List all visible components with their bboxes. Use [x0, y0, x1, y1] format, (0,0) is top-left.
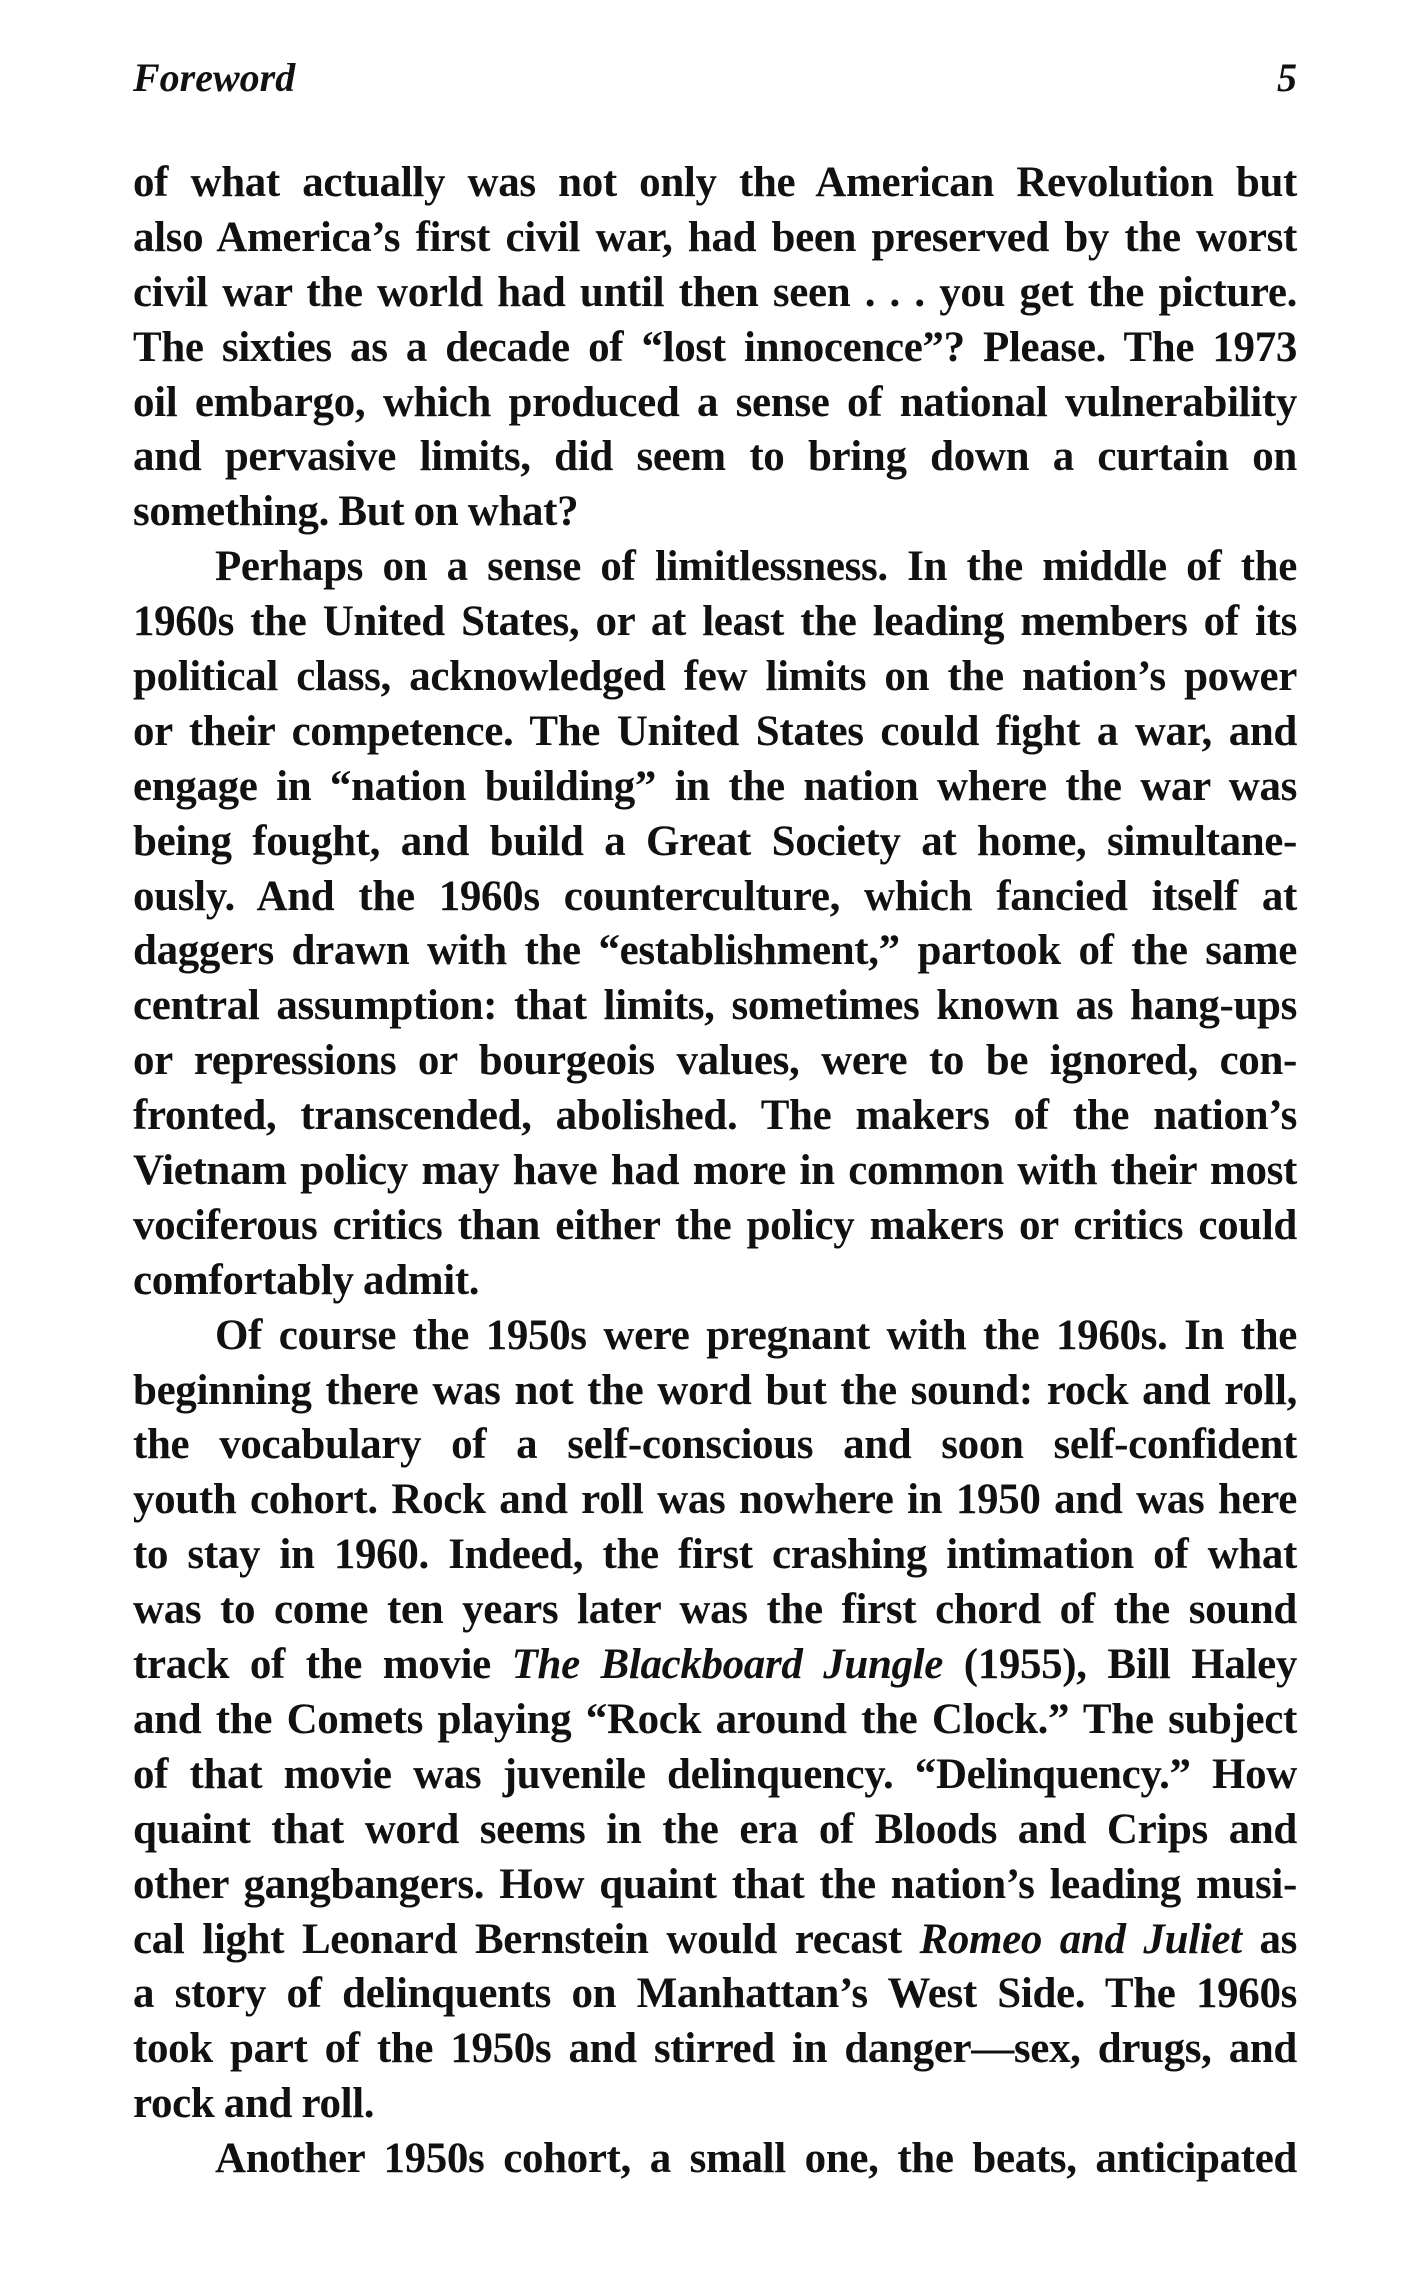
text-line: of that movie was juvenile delinquency. “Delinquency.” How [133, 1750, 1297, 1798]
text-line: being fought, and build a Great Society at home, simultane- [133, 817, 1297, 865]
paragraph-first-line: Perhaps on a sense of limitlessness. In the middle of the [215, 543, 1297, 591]
text-line: took part of the 1950s and stirred in danger—sex, drugs, and [133, 2025, 1297, 2073]
text-line: comfortably admit. [133, 1256, 480, 1304]
film-title: The Blackboard Jungle [511, 1641, 943, 1689]
line-text: (1955), Bill Haley [943, 1641, 1297, 1689]
line-text: track of the movie [133, 1641, 512, 1689]
text-line: political class, acknowledged few limits on the nation’s power [133, 653, 1297, 701]
text-line: civil war the world had until then seen . . . you get the picture. [133, 268, 1297, 316]
text-line: rock and roll. [133, 2080, 375, 2128]
text-line-with-italic [133, 1913, 1297, 1968]
body-text [133, 156, 1297, 2187]
text-line: something. But on what? [133, 488, 579, 536]
text-line: or repressions or bourgeois values, were to be ignored, con- [133, 1037, 1297, 1085]
text-line: the vocabulary of a self-conscious and soon self-confident [133, 1421, 1297, 1469]
text-line: of what actually was not only the American Revolution but [133, 159, 1297, 206]
text-line: ously. And the 1960s counterculture, which fancied itself at [133, 872, 1297, 920]
text-line: and pervasive limits, did seem to bring down a curtain on [133, 433, 1297, 481]
text-line: youth cohort. Rock and roll was nowhere in 1950 and was here [133, 1476, 1297, 1524]
text-line: Vietnam policy may have had more in common with their most [133, 1147, 1297, 1195]
text-line: beginning there was not the word but the sound: rock and roll, [133, 1366, 1297, 1414]
text-line: engage in “nation building” in the nation where the war was [133, 762, 1297, 810]
text-line: was to come ten years later was the first chord of the sound [133, 1586, 1297, 1634]
text-line: daggers drawn with the “establishment,” partook of the same [133, 927, 1297, 975]
running-head [133, 48, 1297, 108]
text-line: other gangbangers. How quaint that the nation’s leading musi- [133, 1860, 1297, 1908]
text-line: oil embargo, which produced a sense of national vulnerability [133, 378, 1297, 426]
text-line: a story of delinquents on Manhattan’s West Side. The 1960s [133, 1970, 1297, 2018]
text-line: central assumption: that limits, sometimes known as hang-ups [133, 982, 1297, 1030]
text-line: and the Comets playing “Rock around the Clock.” The subject [133, 1695, 1297, 1743]
text-line: or their competence. The United States could fight a war, and [133, 707, 1297, 755]
paragraph-first-line: Another 1950s cohort, a small one, the beats, anticipated [215, 2135, 1297, 2183]
running-head-title: Foreword [133, 55, 296, 100]
text-line: The sixties as a decade of “lost innocence”? Please. The 1973 [133, 323, 1297, 371]
text-line: quaint that word seems in the era of Bloods and Crips and [133, 1805, 1297, 1853]
play-title: Romeo and Juliet [919, 1915, 1242, 1963]
text-line: also America’s first civil war, had been preserved by the worst [133, 213, 1297, 261]
line-text: as [1241, 1915, 1298, 1963]
paragraph-first-line: Of course the 1950s were pregnant with the 1960s. In the [215, 1311, 1297, 1359]
line-text: cal light Leonard Bernstein would recast [133, 1915, 920, 1963]
page-number: 5 [1277, 55, 1297, 100]
text-line: to stay in 1960. Indeed, the first crashing intimation of what [133, 1531, 1297, 1579]
text-line: vociferous critics than either the policy makers or critics could [133, 1201, 1297, 1249]
text-line: 1960s the United States, or at least the leading members of its [133, 598, 1297, 646]
text-line-with-italic [133, 1638, 1297, 1693]
text-line: fronted, transcended, abolished. The makers of the nation’s [133, 1092, 1297, 1140]
